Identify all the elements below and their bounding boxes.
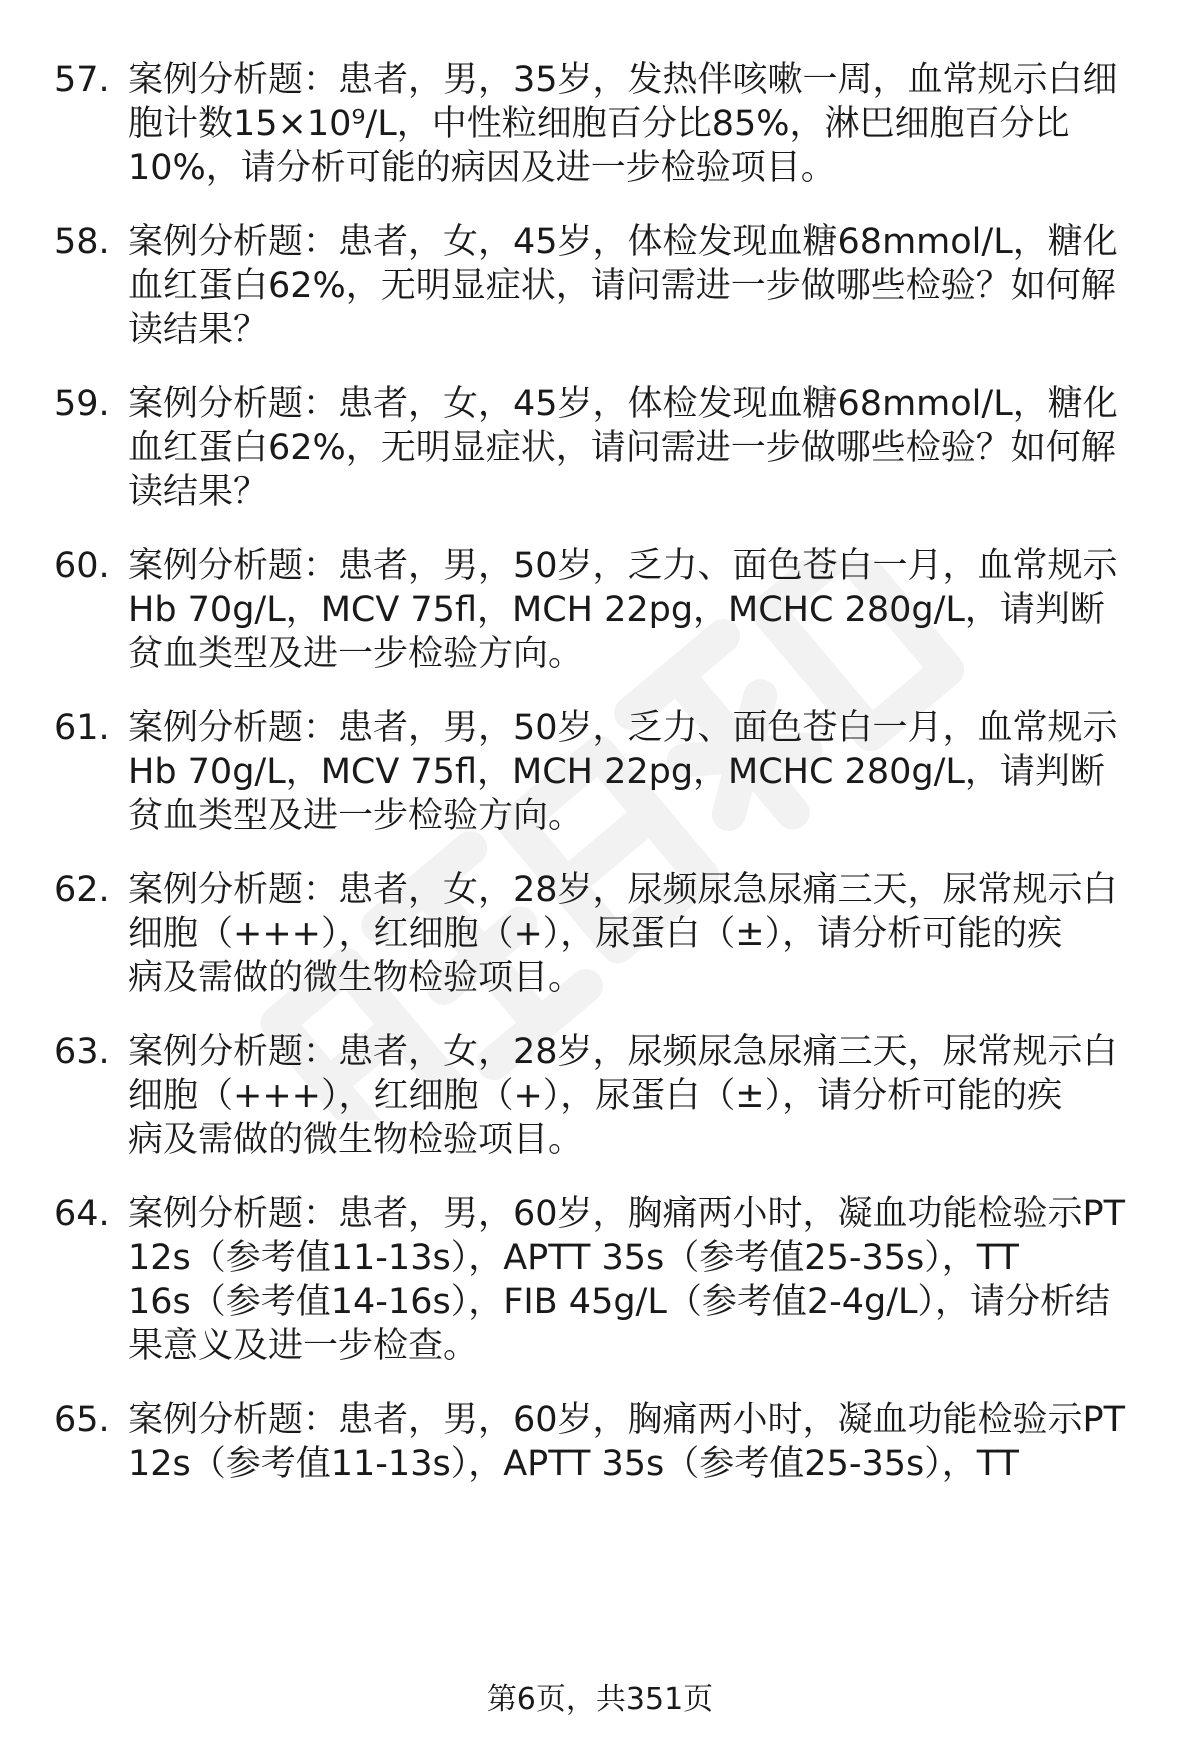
question-number: 59.: [54, 384, 110, 424]
question-text-line: 案例分析题：患者，男，60岁，胸痛两小时，凝血功能检验示PT: [128, 1194, 1126, 1234]
question-number: 57.: [54, 60, 110, 100]
question-number: 65.: [54, 1400, 110, 1440]
question-text-line: 胞计数15×10⁹/L，中性粒细胞百分比85%，淋巴细胞百分比: [128, 104, 1070, 144]
question-text-line: 案例分析题：患者，男，60岁，胸痛两小时，凝血功能检验示PT: [128, 1400, 1126, 1440]
question-text-line: 案例分析题：患者，男，35岁，发热伴咳嗽一周，血常规示白细: [128, 60, 1118, 100]
question-text-line: 细胞（+++），红细胞（+），尿蛋白（±），请分析可能的疾: [128, 914, 1063, 954]
question-number: 62.: [54, 870, 110, 910]
question-text-line: 案例分析题：患者，女，28岁，尿频尿急尿痛三天，尿常规示白: [128, 870, 1118, 910]
question-text-line: 血红蛋白62%，无明显症状，请问需进一步做哪些检验？如何解: [128, 266, 1116, 306]
question-text-line: 案例分析题：患者，男，50岁，乏力、面色苍白一月，血常规示: [128, 546, 1118, 586]
question-text-line: 读结果？: [128, 472, 269, 512]
question-text-line: 血红蛋白62%，无明显症状，请问需进一步做哪些检验？如何解: [128, 428, 1116, 468]
question-text-line: 果意义及进一步检查。: [128, 1326, 479, 1366]
question-text-line: 案例分析题：患者，女，45岁，体检发现血糖68mmol/L，糖化: [128, 384, 1118, 424]
question-text-line: 病及需做的微生物检验项目。: [128, 1120, 584, 1160]
question-number: 64.: [54, 1194, 110, 1234]
question-text-line: 16s（参考值14-16s），FIB 45g/L（参考值2-4g/L），请分析结: [128, 1282, 1111, 1322]
question-text-line: Hb 70g/L，MCV 75fl，MCH 22pg，MCHC 280g/L，请判断: [128, 752, 1105, 792]
question-text-line: 病及需做的微生物检验项目。: [128, 958, 584, 998]
question-text-line: 读结果？: [128, 310, 269, 350]
question-text-line: 案例分析题：患者，女，45岁，体检发现血糖68mmol/L，糖化: [128, 222, 1118, 262]
question-text-line: 案例分析题：患者，男，50岁，乏力、面色苍白一月，血常规示: [128, 708, 1118, 748]
question-text-line: 12s（参考值11-13s），APTT 35s（参考值25-35s），TT: [128, 1444, 1019, 1484]
question-number: 60.: [54, 546, 110, 586]
question-number: 58.: [54, 222, 110, 262]
question-text-line: 细胞（+++），红细胞（+），尿蛋白（±），请分析可能的疾: [128, 1076, 1063, 1116]
question-number: 63.: [54, 1032, 110, 1072]
page-footer: 第6页，共351页: [486, 1682, 714, 1717]
question-text-line: 贫血类型及进一步检验方向。: [128, 634, 584, 674]
question-text-line: Hb 70g/L，MCV 75fl，MCH 22pg，MCHC 280g/L，请判断: [128, 590, 1105, 630]
question-text-line: 贫血类型及进一步检验方向。: [128, 796, 584, 836]
question-number: 61.: [54, 708, 110, 748]
question-text-line: 12s（参考值11-13s），APTT 35s（参考值25-35s），TT: [128, 1238, 1019, 1278]
question-text-line: 10%，请分析可能的病因及进一步检验项目。: [128, 148, 836, 188]
question-text-line: 案例分析题：患者，女，28岁，尿频尿急尿痛三天，尿常规示白: [128, 1032, 1118, 1072]
